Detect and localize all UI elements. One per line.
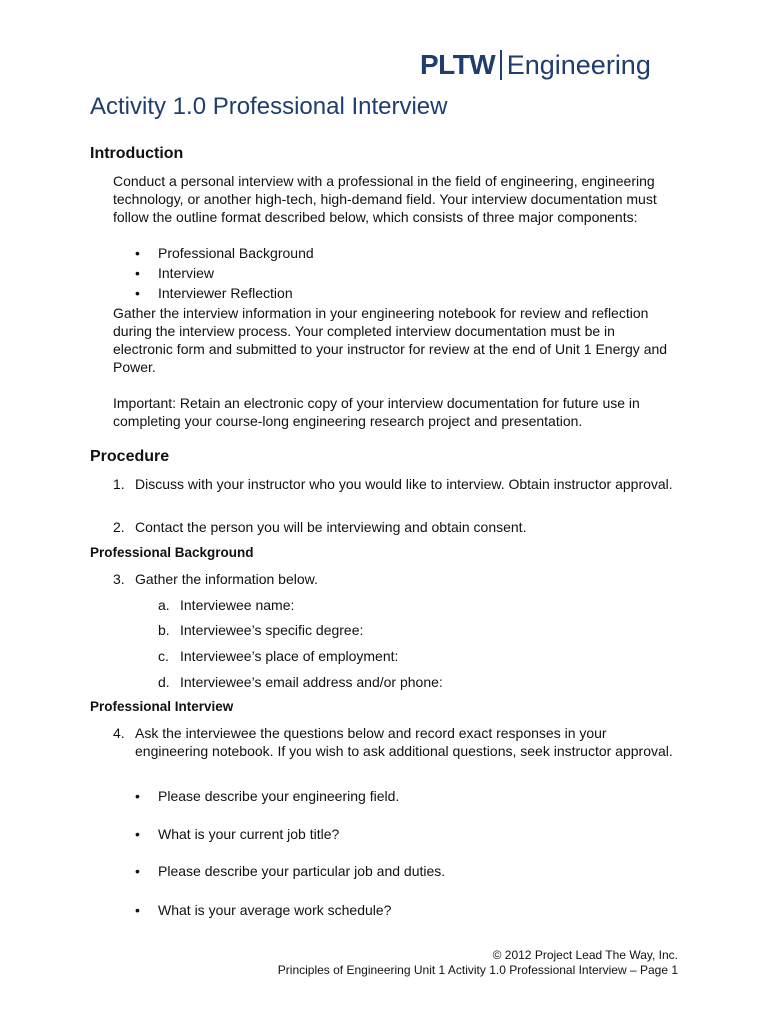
background-item-b xyxy=(158,621,363,639)
step-number: 2. xyxy=(113,519,125,535)
step-text: Contact the person you will be interviewing and obtain consent. xyxy=(135,519,527,535)
gather-paragraph: Gather the interview information in your engineering notebook for review and reflection during the interview process. Your completed interview documentation must be in electronic form and submitted to your instructor for review at the end of Unit 1 Energy and Power. xyxy=(113,305,668,375)
list-item: • Interview xyxy=(113,263,673,283)
introduction-heading: Introduction xyxy=(90,145,184,162)
bullet-icon: • xyxy=(135,902,140,918)
important-paragraph: Important: Retain an electronic copy of your interview documentation for future use in completing your course-long engineering research project and presentation. xyxy=(113,395,640,429)
question-text: What is your current job title? xyxy=(158,826,340,842)
step-number: 1. xyxy=(113,476,125,492)
question-text: Please describe your particular job and duties. xyxy=(158,863,446,879)
professional-background-heading: Professional Background xyxy=(90,545,254,560)
background-item-d xyxy=(158,673,443,691)
item-letter: b. xyxy=(158,622,170,638)
procedure-step-4 xyxy=(113,724,673,760)
item-text: Interviewee’s place of employment: xyxy=(180,648,399,664)
bullet-icon: • xyxy=(135,863,140,879)
page-title: Activity 1.0 Professional Interview xyxy=(90,93,448,120)
procedure-heading: Procedure xyxy=(90,448,170,465)
procedure-step-3 xyxy=(113,570,673,588)
item-letter: c. xyxy=(158,648,169,664)
item-letter: a. xyxy=(158,597,170,613)
procedure-step-1 xyxy=(113,475,673,493)
pltw-logo xyxy=(420,49,651,81)
bullet-icon: • xyxy=(135,826,140,842)
components-list xyxy=(113,243,673,303)
step-number: 3. xyxy=(113,571,125,587)
procedure-step-2 xyxy=(113,518,673,536)
bullet-icon: • xyxy=(135,788,140,804)
logo-subtitle: Engineering xyxy=(506,49,651,80)
item-text: Interviewee name: xyxy=(180,597,295,613)
step-text: Discuss with your instructor who you would like to interview. Obtain instructor approval. xyxy=(135,476,673,492)
logo-divider xyxy=(500,50,502,80)
step-number: 4. xyxy=(113,725,125,741)
item-letter: d. xyxy=(158,674,170,690)
step-text: Ask the interviewee the questions below and record exact responses in your engineering notebook. If you wish to ask additional questions, seek instructor approval. xyxy=(135,725,673,759)
list-item: • Professional Background xyxy=(113,243,673,263)
background-item-c xyxy=(158,647,398,665)
page-footer xyxy=(278,948,678,978)
item-text: Interviewee’s specific degree: xyxy=(180,622,364,638)
step-text: Gather the information below. xyxy=(135,571,318,587)
page-info: Principles of Engineering Unit 1 Activity 1.0 Professional Interview – Page 1 xyxy=(277,963,678,977)
copyright-text: © 2012 Project Lead The Way, Inc. xyxy=(492,948,678,962)
item-text: Interviewee’s email address and/or phone: xyxy=(180,674,443,690)
question-text: Please describe your engineering field. xyxy=(158,788,400,804)
introduction-paragraph: Conduct a personal interview with a professional in the field of engineering, engineering technology, or another high-tech, high-demand field. Your interview documentation must follow the outline format described below, which consists of three major components: xyxy=(113,173,657,225)
list-item: • Interviewer Reflection xyxy=(113,283,673,303)
question-text: What is your average work schedule? xyxy=(158,902,392,918)
professional-interview-heading: Professional Interview xyxy=(90,699,234,714)
logo-brand: PLTW xyxy=(420,49,496,80)
background-item-a xyxy=(158,596,294,614)
